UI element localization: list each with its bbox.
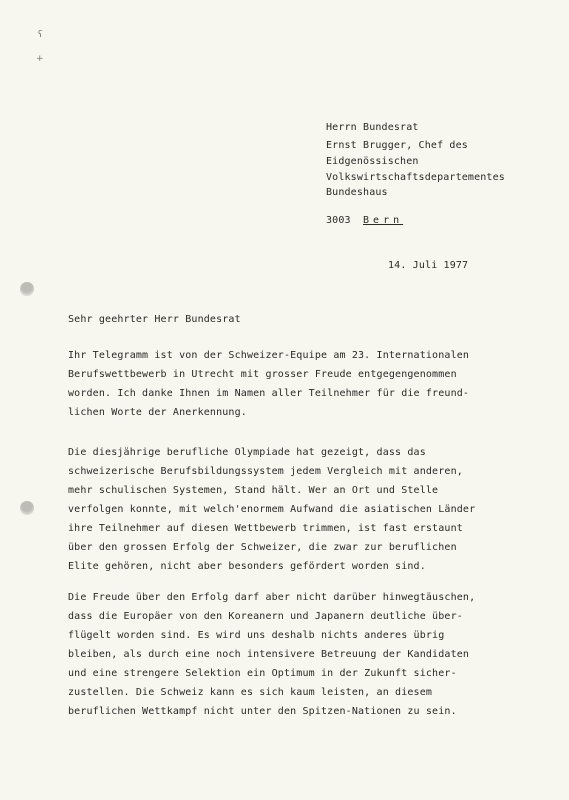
text-line: über den grossen Erfolg der Schweizer, die zwar zur beruflichen [68, 542, 457, 553]
paragraph [68, 588, 538, 721]
text-line: lichen Worte der Anerkennung. [68, 407, 247, 418]
pencil-mark: ʕ [38, 30, 43, 40]
recipient-line: Herrn Bundesrat [326, 122, 419, 133]
punch-hole [20, 501, 34, 515]
paragraph [68, 346, 538, 422]
text-line: dass die Europäer von den Koreanern und Japanern deutliche über- [68, 611, 463, 622]
text-line: Ihr Telegramm ist von der Schweizer-Equipe am 23. Internationalen [68, 350, 470, 361]
recipient-line: Ernst Brugger, Chef des [326, 140, 468, 151]
recipient-line: Eidgenössischen [326, 156, 419, 167]
text-line: verfolgen konnte, mit welch'enormem Aufwand die asiatischen Länder [68, 504, 476, 515]
punch-hole [20, 282, 34, 296]
text-line: worden. Ich danke Ihnen im Namen aller Teilnehmer für die freund- [68, 388, 470, 399]
text-line: mehr schulischen Systemen, Stand hält. Wer an Ort und Stelle [68, 485, 439, 496]
text-line: Die diesjährige berufliche Olympiade hat gezeigt, dass das [68, 447, 426, 458]
text-line: Elite gehören, nicht aber besonders gefördert worden sind. [68, 561, 426, 572]
text-line: Berufswettbewerb in Utrecht mit grosser Freude entgegengenommen [68, 369, 457, 380]
paragraph [68, 443, 538, 576]
recipient-postal-line [326, 215, 403, 226]
postcode: 3003 [326, 215, 351, 226]
recipient-line: Volkswirtschaftsdepartementes [326, 172, 505, 183]
letter-date: 14. Juli 1977 [388, 260, 469, 271]
text-line: bleiben, als durch eine noch intensivere Betreuung der Kandidaten [68, 649, 470, 660]
text-line: Die Freude über den Erfolg darf aber nicht darüber hinwegtäuschen, [68, 592, 476, 603]
city: Bern [363, 215, 404, 226]
text-line: zustellen. Die Schweiz kann es sich kaum leisten, an diesem [68, 687, 433, 698]
text-line: und eine strengere Selektion ein Optimum in der Zukunft sicher- [68, 668, 457, 679]
salutation: Sehr geehrter Herr Bundesrat [68, 314, 241, 325]
text-line: ihre Teilnehmer auf diesen Wettbewerb trimmen, ist fast erstaunt [68, 523, 463, 534]
text-line: flügelt worden sind. Es wird uns deshalb nichts anderes übrig [68, 630, 445, 641]
recipient-line: Bundeshaus [326, 187, 388, 198]
text-line: schweizerische Berufsbildungssystem jedem Vergleich mit anderen, [68, 466, 463, 477]
pencil-mark: + [36, 54, 44, 64]
text-line: beruflichen Wettkampf nicht unter den Spitzen-Nationen zu sein. [68, 706, 457, 717]
